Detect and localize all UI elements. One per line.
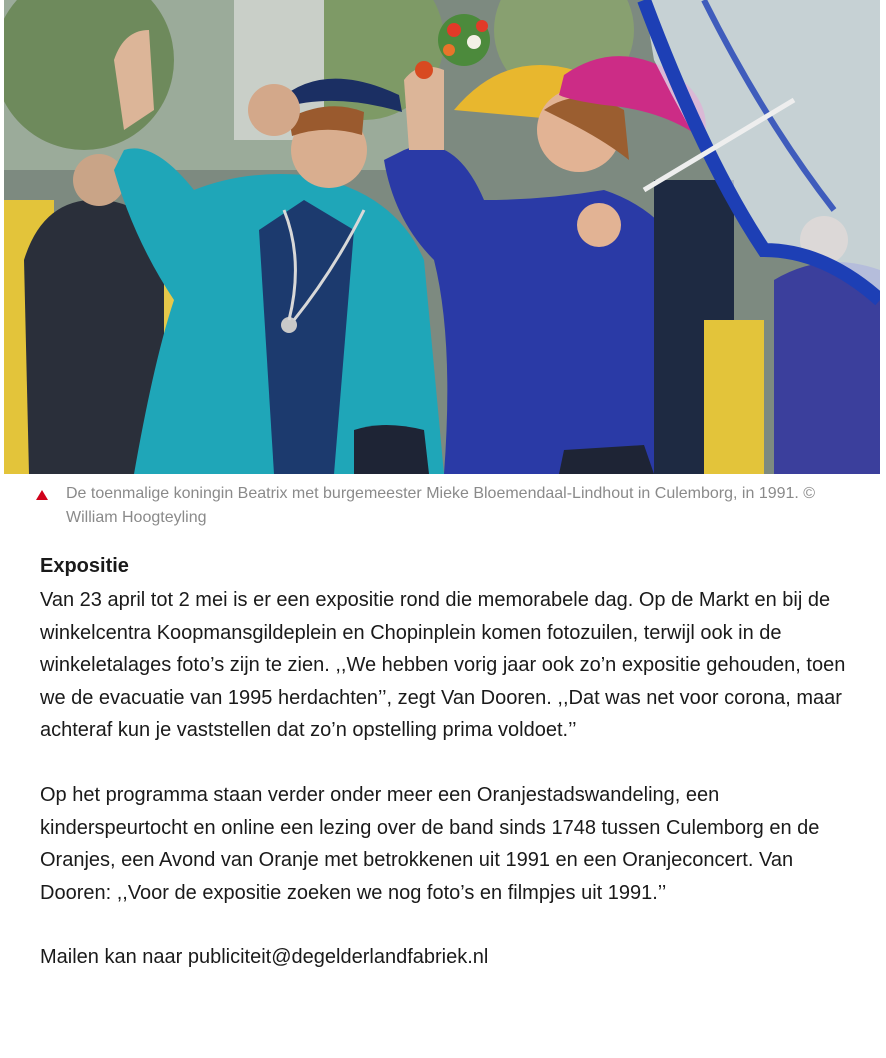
photo-illustration	[4, 0, 880, 474]
paragraph-exposition: Van 23 april tot 2 mei is er een expositie rond die memorabele dag. Op de Markt en bij de winkelcentra Koopmansgildeplein en Chopinplein komen fotozuilen, terwijl ook in de winkeletalages foto’s zijn te zien. ,,We hebben vorig jaar ook zo’n expositie gehouden, toen we de evacuatie van 1995 herdachten’’, zegt Van Dooren. ,,Dat was net voor corona, maar achteraf kun je vaststellen dat zo’n opstelling prima voldoet.’’	[40, 589, 846, 742]
triangle-up-icon	[36, 490, 48, 500]
paragraph-program: Op het programma staan verder onder meer een Oranjestadswandeling, een kinderspeurtocht en online een lezing over de band sinds 1748 tussen Culemborg en de Oranjes, een Avond van Oranje met betrokkenen uit 1991 en een Oranjeconcert. Van Dooren: ,,Voor de expositie zoeken we nog foto’s en filmpjes uit 1991.’’	[40, 783, 820, 904]
caption-text: De toenmalige koningin Beatrix met burgemeester Mieke Bloemendaal-Lindhout in Culemborg, in 1991. © William Hoogteyling	[66, 485, 816, 526]
paragraph-contact: Mailen kan naar publiciteit@degelderlandfabriek.nl	[40, 946, 489, 969]
article-body	[40, 552, 860, 974]
article-photo	[4, 0, 880, 474]
section-heading: Expositie	[40, 555, 129, 577]
photo-caption	[40, 482, 850, 530]
